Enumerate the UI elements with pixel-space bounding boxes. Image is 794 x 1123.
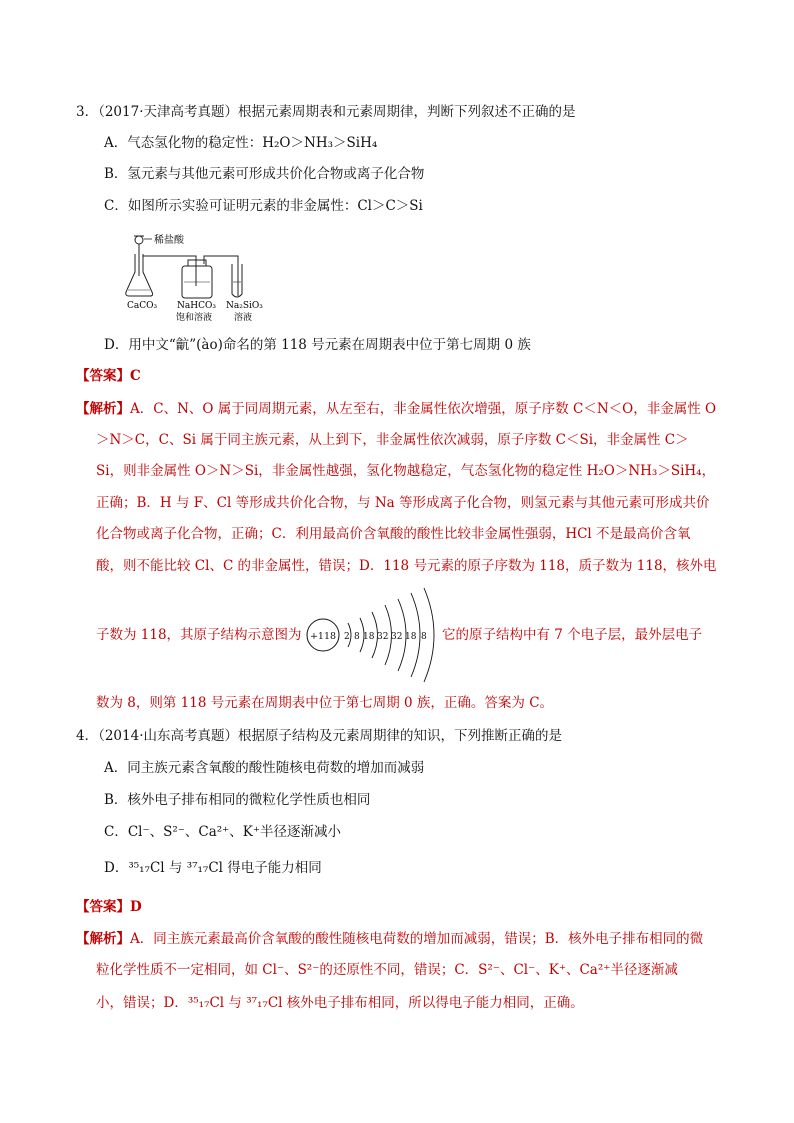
experiment-apparatus-figure: [124, 226, 274, 328]
question-3-analysis-line: ＞N＞C，C、Si 属于同主族元素，从上到下，非金属性依次减弱，原子序数 C＜Si，非金属性 C＞: [96, 432, 689, 448]
answer-value: D: [130, 899, 142, 915]
bottle-label-1: NaHCO₃: [177, 301, 216, 311]
shell-electrons: 8: [354, 632, 360, 642]
question-3-analysis-last: 数为 8，则第 118 号元素在周期表中位于第七周期 0 族，正确。答案为 C。: [96, 695, 554, 711]
question-3-analysis-line: 酸，则不能比较 Cl、C 的非金属性，错误；D．118 号元素的原子序数为 118，质子数为 118，核外电: [96, 558, 717, 574]
question-3-analysis-line: 化合物或离子化合物，正确；C．利用最高价含氧酸的酸性比较非金属性强弱，HCl 不是最高价含氧: [96, 526, 691, 542]
question-3-option-c: C．如图所示实验可证明元素的非金属性：Cl＞C＞Si: [104, 198, 423, 214]
question-4-option-a: A．同主族元素含氧酸的酸性随核电荷数的增加而减弱: [104, 760, 425, 776]
answer-tag: 【答案】: [76, 368, 130, 384]
shell-electrons: 2: [344, 632, 350, 642]
analysis-tag: 【解析】: [76, 931, 130, 947]
shell-electrons: 32: [377, 632, 389, 642]
flask-label: CaCO₃: [127, 301, 158, 311]
tube-label-1: Na₂SiO₃: [226, 301, 263, 311]
question-4-answer: [76, 898, 142, 916]
shell-electrons: 8: [421, 632, 427, 642]
tube-label-2: 溶液: [234, 313, 253, 323]
question-3-analysis-line: 正确；B．H 与 F、Cl 等形成共价化合物，与 Na 等形成离子化合物，则氢元素与其他元素可形成共价: [96, 495, 710, 511]
atomic-structure-diagram: [304, 585, 444, 685]
question-3-analysis-line: 【解析】A．C、N、O 属于同周期元素，从左至右，非金属性依次增强，原子序数 C＜N＜O，非金属性 O: [76, 401, 717, 417]
question-3-answer: [76, 367, 141, 385]
acid-label: 稀盐酸: [154, 235, 184, 246]
question-4-stem: 4．（2014·山东高考真题）根据原子结构及元素周期律的知识，下列推断正确的是: [76, 728, 562, 744]
atom-line-after: 它的原子结构中有 7 个电子层，最外层电子: [442, 627, 703, 643]
question-4-analysis-line: 小，错误；D．³⁵₁₇Cl 与 ³⁷₁₇Cl 核外电子排布相同，所以得电子能力相同，正确。: [96, 995, 584, 1011]
question-4-option-b: B．核外电子排布相同的微粒化学性质也相同: [104, 792, 371, 808]
question-3-option-a: A．气态氢化物的稳定性：H₂O＞NH₃＞SiH₄: [104, 135, 378, 151]
question-3-stem: 3．（2017·天津高考真题）根据元素周期表和元素周期律，判断下列叙述不正确的是: [76, 104, 576, 120]
question-3-option-d: D．用中文“䶳”(ào)命名的第 118 号元素在周期表中位于第七周期 0 族: [104, 337, 531, 353]
shell-electrons: 18: [363, 632, 375, 642]
question-4-option-d: D．³⁵₁₇Cl 与 ³⁷₁₇Cl 得电子能力相同: [104, 860, 322, 876]
analysis-tag: 【解析】: [76, 401, 130, 417]
question-4-analysis-line: 【解析】A．同主族元素最高价含氧酸的酸性随核电荷数的增加而减弱，错误；B．核外电子排布相同的微: [76, 931, 704, 947]
question-3-analysis-line: Si，则非金属性 O＞N＞Si，非金属性越强，氢化物越稳定，气态氢化物的稳定性 H₂O＞NH₃＞SiH₄，: [96, 463, 716, 479]
atom-line-before: 子数为 118，其原子结构示意图为: [96, 627, 302, 643]
answer-tag: 【答案】: [76, 899, 130, 915]
question-3-option-b: B．氢元素与其他元素可形成共价化合物或离子化合物: [104, 166, 425, 182]
answer-value: C: [130, 368, 141, 384]
bottle-label-2: 饱和溶液: [176, 313, 213, 323]
shell-electrons: 32: [391, 632, 403, 642]
question-4-option-c: C．Cl⁻、S²⁻、Ca²⁺、K⁺半径逐渐减小: [104, 824, 342, 840]
shell-electrons: 18: [405, 632, 417, 642]
question-4-analysis-line: 粒化学性质不一定相同，如 Cl⁻、S²⁻的还原性不同，错误；C．S²⁻、Cl⁻、K⁺、Ca²⁺半径逐渐减: [96, 962, 678, 978]
nucleus-charge: +118: [309, 631, 337, 642]
